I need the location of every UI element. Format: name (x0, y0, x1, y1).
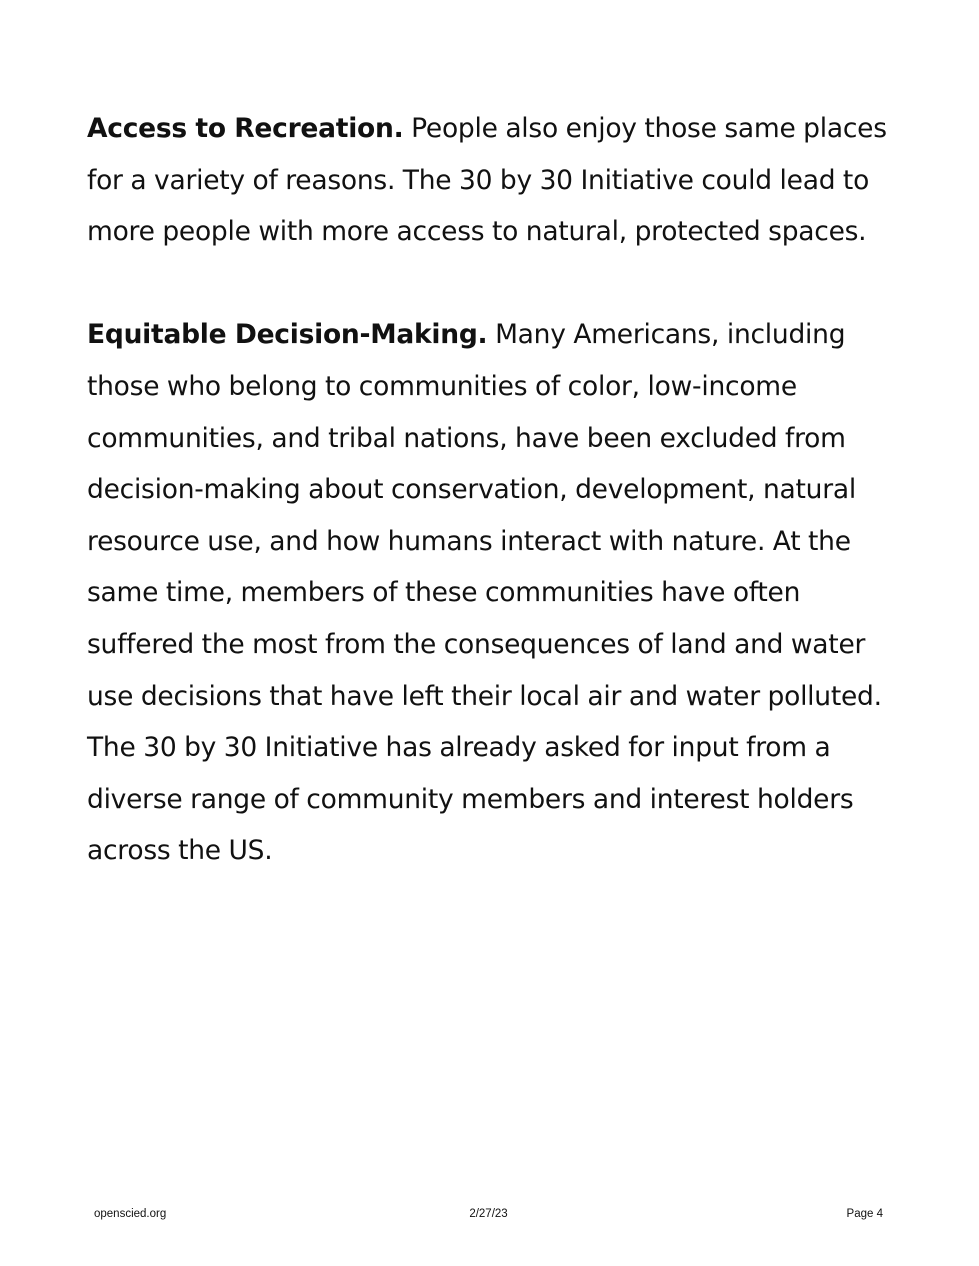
page-footer (94, 1208, 883, 1228)
page-content (87, 103, 897, 877)
paragraph-access-to-recreation (87, 103, 897, 258)
paragraph-equitable-decision-making (87, 309, 897, 877)
paragraph-heading: Equitable Decision-Making. (87, 319, 488, 351)
paragraph-heading: Access to Recreation. (87, 113, 404, 144)
paragraph-body: Many Americans, including those who belong to communities of color, low-income communities, and tribal nations, have been excluded from decision-making about conservation, development, natural resource use, and how humans interact with nature. At the same time, members of these communities have often suffered the most from the consequences of land and water use decisions that have left their local air and water polluted. The 30 by 30 Initiative has already asked for input from a diverse range of community members and interest holders across the US. (87, 319, 882, 867)
footer-date: 2/27/23 (469, 1208, 508, 1220)
footer-page-number: Page 4 (846, 1208, 883, 1220)
paragraph-body: People also enjoy those same places for a variety of reasons. The 30 by 30 Initiative could lead to more people with more access to natural, protected spaces. (87, 113, 887, 248)
footer-site: openscied.org (94, 1208, 167, 1220)
